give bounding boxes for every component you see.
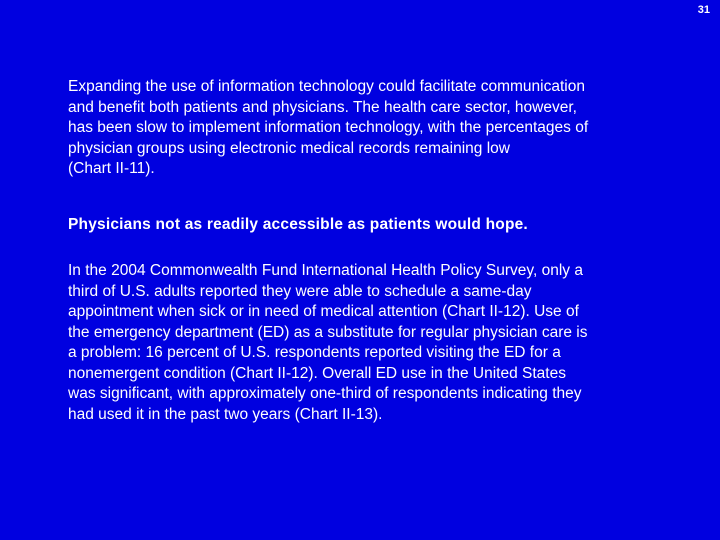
paragraph-line: physician groups using electronic medical records remaining low [68, 139, 510, 157]
paragraph-line: third of U.S. adults reported they were able to schedule a same-day [68, 282, 532, 300]
paragraph-line: was significant, with approximately one-third of respondents indicating they [68, 385, 582, 402]
page-number: 31 [697, 4, 710, 16]
paragraph-line: (Chart II-11). [68, 160, 155, 177]
paragraph-line: appointment when sick or in need of medical attention (Chart II-12). Use of [68, 303, 579, 320]
paragraph-line: nonemergent condition (Chart II-12). Overall ED use in the United States [68, 364, 566, 382]
paragraph-line: Expanding the use of information technology could facilitate communication [68, 78, 585, 95]
paragraph-line: In the 2004 Commonwealth Fund International Health Policy Survey, only a [68, 262, 583, 279]
section-heading: Physicians not as readily accessible as patients would hope. [68, 216, 528, 233]
paragraph-line: and benefit both patients and physicians. The health care sector, however, [68, 98, 577, 116]
paragraph-line: a problem: 16 percent of U.S. respondents reported visiting the ED for a [68, 344, 561, 361]
intro-paragraph [68, 77, 688, 180]
survey-paragraph [68, 261, 688, 425]
paragraph-line: the emergency department (ED) as a substitute for regular physician care is [68, 323, 588, 341]
paragraph-line: had used it in the past two years (Chart II-13). [68, 405, 383, 423]
paragraph-line: has been slow to implement information technology, with the percentages of [68, 119, 589, 136]
